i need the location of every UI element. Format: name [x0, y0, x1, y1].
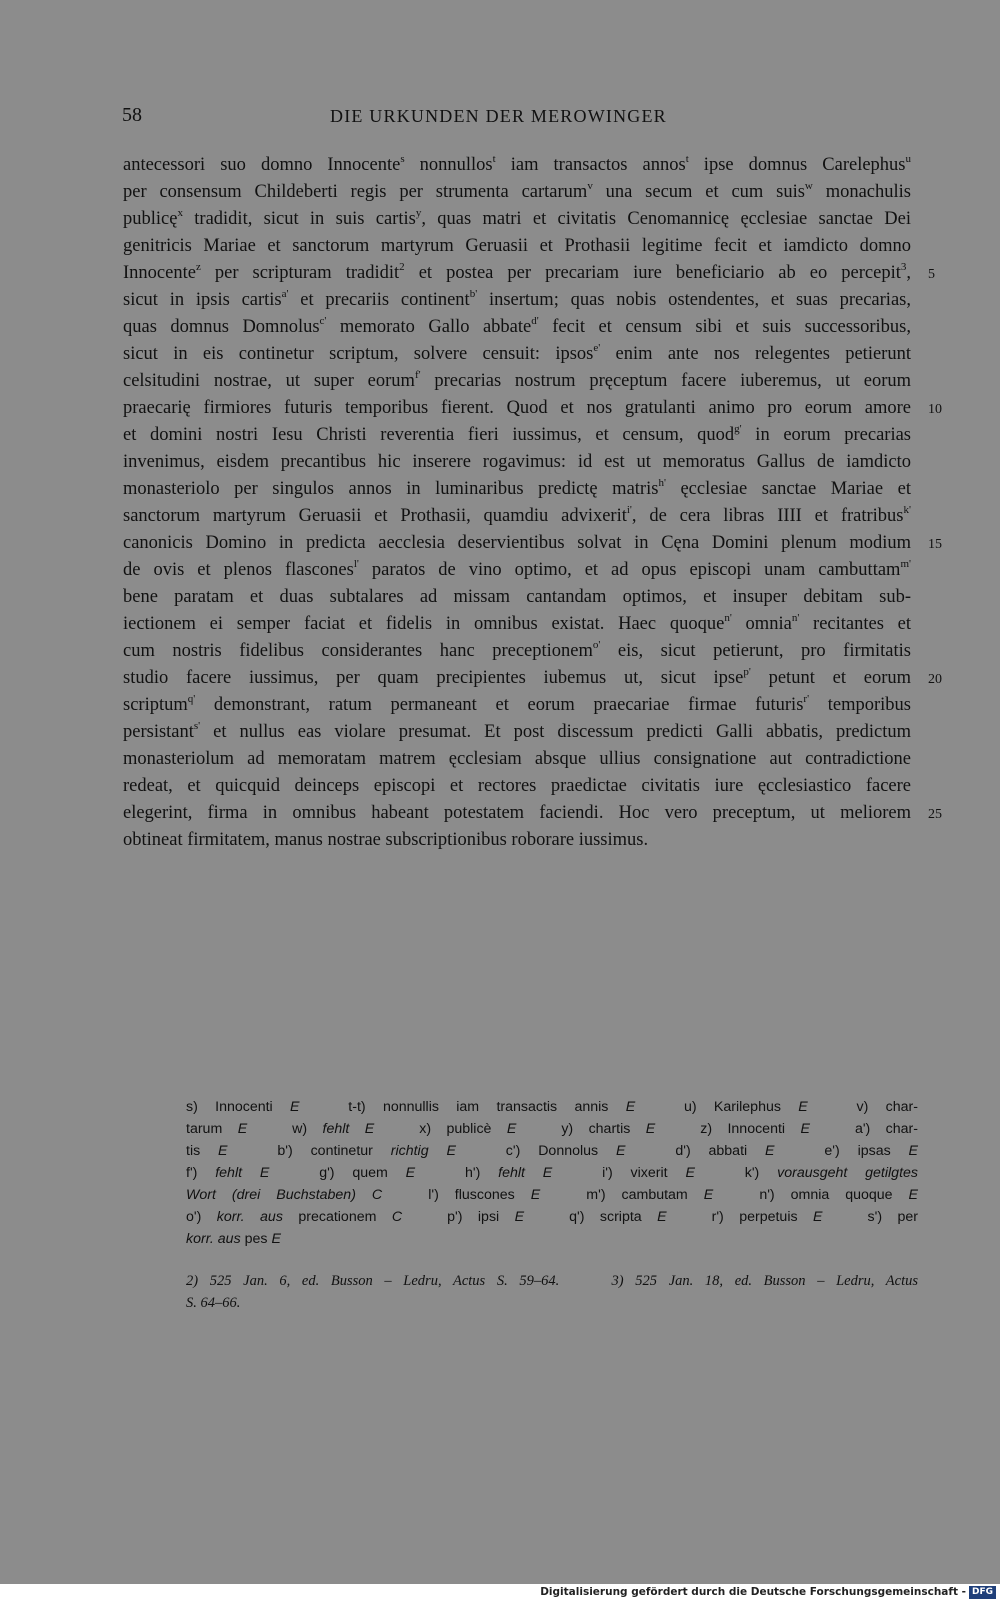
- text-line: sanctorum martyrum Geruasii et Prothasii, quamdiu advixerit$^{i'}$, de cera libras IIII et fratribus$^{k'}$: [123, 504, 911, 526]
- line-number: 20: [928, 672, 942, 687]
- text-line: studio facere iussimus, per quam precipientes iubemus ut, sicut ipse$^{p'}$ petunt et eorum 20: [123, 665, 911, 692]
- source-citations: [186, 1270, 918, 1314]
- text-line: invenimus, eisdem precantibus hic inserere rogavimus: id est ut memoratus Gallus de iamdicto: [123, 452, 911, 472]
- text-line: quas domnus Domnolus$^{c'}$ memorato Gallo abbate$^{d'}$ fecit et censum sibi et suis successoribus,: [123, 315, 911, 337]
- text-line: et domini nostri Iesu Christi reverentia fieri iussimus, et censum, quod$^{g'}$ in eorum precarias: [123, 423, 911, 445]
- line-number: 25: [928, 807, 942, 822]
- text-line: redeat, et quicquid deinceps episcopi et rectores praedictae civitatis iure ęcclesiastico facere: [123, 776, 911, 796]
- charter-text: [123, 152, 942, 854]
- footnote-line: tarum E w) fehlt E x) publicè E y) chartis E z) Innocenti E a') char-: [186, 1121, 919, 1137]
- text-line: Innocente$^z$ per scripturam tradidit$^2$ et postea per precariam iure beneficiario ab eo percepit$^3$, 5: [123, 260, 911, 287]
- digitization-footer: [0, 1584, 1000, 1602]
- text-line: praecarię firmiores futuris temporibus fierent. Quod et nos gratulanti animo pro eorum amore 10: [123, 395, 911, 422]
- text-line: monasteriolum ad memoratam matrem ęcclesiam absque ullius consignatione aut contradictione: [123, 749, 911, 769]
- line-number: 5: [928, 267, 935, 282]
- page-number: 58: [122, 104, 142, 126]
- dfg-logo: DFG: [969, 1586, 996, 1599]
- line-number: 10: [928, 402, 942, 417]
- footnote-line: korr. aus pes E: [186, 1231, 281, 1247]
- text-line: de ovis et plenos flascones$^{l'}$ paratos de vino optimo, et ad opus episcopi unam cambuttam$^{m'}$: [123, 558, 911, 580]
- text-line: sicut in ipsis cartis$^{a'}$ et precariis continent$^{b'}$ insertum; quas nobis ostendentes, et suas precarias,: [123, 288, 911, 310]
- citation-line: S. 64–66.: [186, 1295, 241, 1311]
- citation-line: 2) 525 Jan. 6, ed. Busson – Ledru, Actus S. 59–64. 3) 525 Jan. 18, ed. Busson – Ledru, Actus: [186, 1273, 918, 1289]
- text-line: scriptum$^{q'}$ demonstrant, ratum permaneant et eorum praecariae firmae futuris$^{r'}$ temporibus: [123, 693, 911, 715]
- line-number: 15: [928, 537, 942, 552]
- footnote-line: f') fehlt E g') quem E h') fehlt E i') vixerit E k') vorausgeht getilgtes: [186, 1165, 918, 1181]
- text-line: antecessori suo domno Innocente$^s$ nonnullos$^t$ iam transactos annos$^t$ ipse domnus Carelephus$^u$: [123, 153, 911, 175]
- footnote-line: tis E b') continetur richtig E c') Donnolus E d') abbati E e') ipsas E: [186, 1143, 919, 1159]
- footnote-line: s) Innocenti E t-t) nonnullis iam transactis annis E u) Karilephus E v) char-: [186, 1099, 918, 1115]
- footnote-line: o') korr. aus precationem C p') ipsi E q') scripta E r') perpetuis E s') per: [186, 1209, 918, 1225]
- text-line: elegerint, firma in omnibus habeant potestatem faciendi. Hoc vero preceptum, ut meliorem 25: [123, 800, 911, 827]
- text-line: publicę$^x$ tradidit, sicut in suis cartis$^y$, quas matri et civitatis Cenomannicę ęcclesiae sanctae Dei: [123, 207, 911, 229]
- text-line: celsitudini nostrae, ut super eorum$^{f'}$ precarias nostrum pręceptum facere iuberemus, ut eorum: [123, 369, 912, 391]
- text-line: bene paratam et duas subtalares ad missam cantandam optimos, et insuper debitam sub-: [123, 587, 911, 607]
- text-line: canonicis Domino in predicta aecclesia deservientibus solvat in Cęna Domini plenum modium 15: [123, 530, 911, 557]
- footnote-line: Wort (drei Buchstaben) C l') fluscones E m') cambutam E n') omnia quoque E: [186, 1187, 918, 1203]
- running-title: DIE URKUNDEN DER MEROWINGER: [330, 106, 667, 126]
- text-line: iectionem ei semper faciat et fidelis in omnibus existat. Haec quoque$^{n'}$ omnia$^{n'}$ recitantes et: [123, 612, 912, 634]
- text-line: monasteriolo per singulos annos in luminaribus predictę matris$^{h'}$ ęcclesiae sanctae Mariae et: [123, 477, 912, 499]
- text-line: per consensum Childeberti regis per strumenta cartarum$^v$ una secum et cum suis$^w$ monachulis: [123, 180, 911, 202]
- funding-credit: Digitalisierung gefördert durch die Deutsche Forschungsgemeinschaft -: [540, 1586, 966, 1598]
- critical-apparatus: [186, 1096, 918, 1250]
- text-line: persistant$^{s'}$ et nullus eas violare presumat. Et post discessum predicti Galli abbatis, predictum: [123, 720, 911, 742]
- text-line: obtineat firmitatem, manus nostrae subscriptionibus roborare iussimus.: [123, 830, 649, 850]
- text-line: cum nostris fidelibus considerantes hanc preceptionem$^{o'}$ eis, sicut petierunt, pro firmitatis: [123, 639, 911, 661]
- text-line: genitricis Mariae et sanctorum martyrum Geruasii et Prothasii legitime fecit et iamdicto domno: [123, 236, 911, 256]
- text-line: sicut in eis continetur scriptum, solvere censuit: ipsos$^{e'}$ enim ante nos relegentes petierunt: [123, 342, 911, 364]
